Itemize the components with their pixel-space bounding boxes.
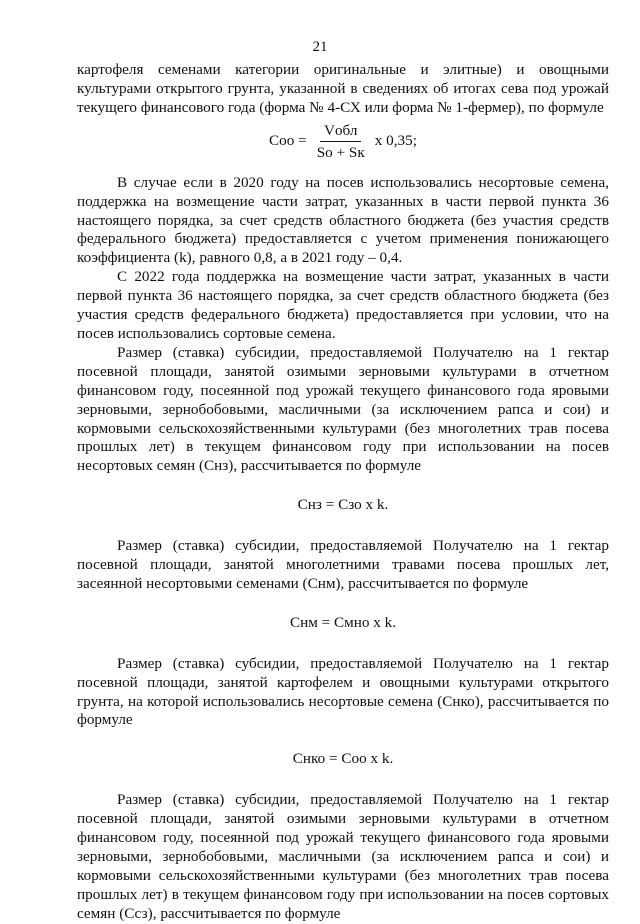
formula-soo-rhs: х 0,35; bbox=[374, 132, 417, 150]
paragraph-snko: Размер (ставка) субсидии, предоставляемой Получателю на 1 гектар посевной площади, занятой картофелем и овощными культурами открытого грунта, на которой использовались несортовые семена (Снко), рассчитывается по формуле bbox=[77, 654, 609, 729]
page-number: 21 bbox=[312, 39, 328, 55]
formula-soo-denominator: So + Sк bbox=[316, 143, 365, 161]
paragraph-snm: Размер (ставка) субсидии, предоставляемой Получателю на 1 гектар посевной площади, занятой многолетними травами посева прошлых лет, засеянной несортовыми семенами (Снм), рассчитывается по формуле bbox=[77, 537, 609, 592]
formula-snko: Снко = Соо х k. bbox=[292, 750, 394, 768]
formula-snz: Снз = Сзо х k. bbox=[297, 496, 389, 514]
formula-snm: Снм = Смно х k. bbox=[289, 613, 397, 631]
paragraph-snz: Размер (ставка) субсидии, предоставляемой Получателю на 1 гектар посевной площади, занятой озимыми зерновыми культурами в отчетном финансовом году, посеянной под урожай текущего финансового года яровыми зерновыми, зернобобовыми, масличными (за исключением рапса и сои) и кормовыми сельскохозяйственными культурами (без многолетних трав посева прошлых лет) в текущем финансовом году при использовании на посев несортовых семян (Снз), рассчитывается по формуле bbox=[77, 343, 609, 475]
document-body bbox=[77, 61, 609, 924]
formula-soo bbox=[77, 122, 609, 162]
paragraph-2022: С 2022 года поддержка на возмещение части затрат, указанных в части первой пункта 36 настоящего порядка, за счет средств областного бюджета (без участия средств федерального бюджета) предоставляется при условии, что на посев использовались сортовые семена. bbox=[77, 268, 609, 342]
paragraph-ssz: Размер (ставка) субсидии, предоставляемой Получателю на 1 гектар посевной площади, занятой озимыми зерновыми культурами в отчетном финансовом году, посеянной под урожай текущего финансового года яровыми зерновыми, зернобобовыми, масличными (за исключением рапса и сои) и кормовыми сельскохозяйственными культурами (без многолетних трав посева прошлых лет) в текущем финансовом году при использовании на посев сортовых семян (Ссз), рассчитывается по формуле bbox=[77, 791, 609, 922]
formula-soo-numerator: Vобл bbox=[320, 122, 362, 142]
paragraph-2020: В случае если в 2020 году на посев использовались несортовые семена, поддержка на возмещение части затрат, указанных в части первой пункта 36 настоящего порядка, за счет средств областного бюджета (без участия средств федерального бюджета) предоставляется с учетом применения понижающего коэффициента (k), равного 0,8, а в 2021 году – 0,4. bbox=[77, 173, 609, 267]
paragraph-top: картофеля семенами категории оригинальные и элитные) и овощными культурами открытого грунта, указанной в сведениях об итогах сева под урожай текущего финансового года (форма № 4-СХ или форма № 1-фермер), по формуле bbox=[77, 61, 609, 116]
formula-soo-lhs: Соо = bbox=[269, 132, 307, 150]
formula-soo-fraction bbox=[313, 122, 369, 162]
